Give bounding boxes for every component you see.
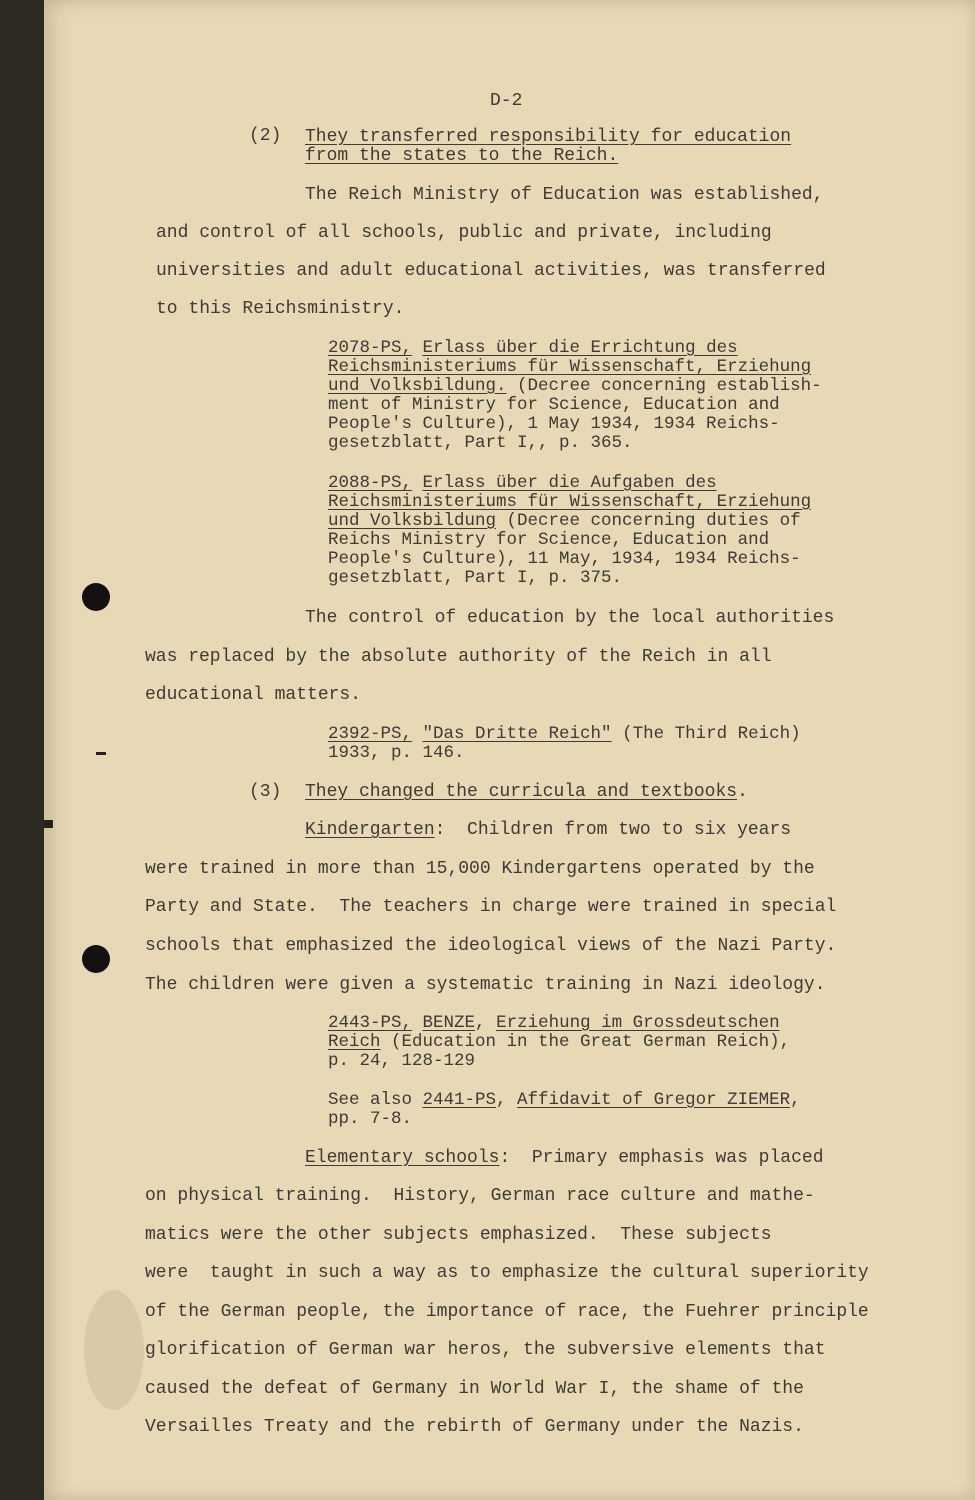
- citation-prefix: See also: [328, 1090, 423, 1110]
- citation-title: Reich: [328, 1032, 381, 1052]
- punch-hole: [82, 583, 110, 611]
- citation-line: ment of Ministry for Science, Education and: [328, 395, 780, 415]
- para1-line: and control of all schools, public and private, including: [156, 223, 772, 243]
- citation-title: Reichsministeriums für Wissenschaft, Erziehung: [328, 357, 812, 377]
- elementary-line: matics were the other subjects emphasized. These subjects: [145, 1225, 772, 1245]
- section-2-heading-line1: They transferred responsibility for education: [305, 127, 792, 147]
- elementary-line: Versailles Treaty and the rebirth of Germany under the Nazis.: [145, 1417, 804, 1437]
- citation-id: 2078-PS,: [328, 338, 413, 358]
- citation-line: gesetzblatt, Part I, p. 375.: [328, 568, 623, 588]
- citation-title: Reichsministeriums für Wissenschaft, Erziehung: [328, 492, 812, 512]
- citation-title: und Volksbildung.: [328, 376, 507, 396]
- elementary-text: : Primary emphasis was placed: [499, 1148, 824, 1168]
- section-3-heading-end: .: [737, 782, 748, 802]
- elementary-first-line: [305, 1149, 824, 1168]
- margin-mark: [44, 820, 53, 828]
- kindergarten-line: were trained in more than 15,000 Kindergartens operated by the: [145, 859, 815, 879]
- citation-id: 2088-PS,: [328, 473, 413, 493]
- section-2-number: (2): [249, 126, 282, 146]
- elementary-line: caused the defeat of Germany in World War I, the shame of the: [145, 1379, 804, 1399]
- margin-mark: [96, 752, 106, 755]
- para1-line: universities and adult educational activities, was transferred: [156, 261, 826, 281]
- citation-text: (The Third Reich): [611, 724, 801, 744]
- citation-title: "Das Dritte Reich": [422, 724, 612, 744]
- para2-line: was replaced by the absolute authority of the Reich in all: [145, 647, 772, 667]
- kindergarten-label: Kindergarten: [305, 820, 435, 840]
- para2-line: educational matters.: [145, 685, 362, 705]
- section-3-heading: [305, 783, 748, 802]
- paper-stain: [84, 1290, 144, 1410]
- para1-line: The Reich Ministry of Education was established,: [305, 185, 824, 205]
- punch-hole: [82, 945, 110, 973]
- citation-title: Affidavit of Gregor ZIEMER: [517, 1090, 791, 1110]
- citation-line: People's Culture), 11 May, 1934, 1934 Reichs-: [328, 549, 801, 569]
- citation-line: p. 24, 128-129: [328, 1051, 476, 1071]
- citation-author: BENZE: [422, 1013, 476, 1033]
- section-3-number: (3): [249, 782, 282, 802]
- citation-2088: [328, 474, 717, 493]
- citation-text: (Decree concerning establish-: [506, 376, 822, 396]
- citation-line: People's Culture), 1 May 1934, 1934 Reichs-: [328, 414, 780, 434]
- citation-title: Erlass über die Aufgaben des: [422, 473, 717, 493]
- citation-id: 2443-PS,: [328, 1013, 413, 1033]
- para1-line: to this Reichsministry.: [156, 299, 405, 319]
- citation-title: Erlass über die Errichtung des: [422, 338, 738, 358]
- kindergarten-text: : Children from two to six years: [434, 820, 792, 840]
- section-2-heading-line2: from the states to the Reich.: [305, 146, 619, 166]
- citation-line: [328, 512, 801, 531]
- citation-line: [328, 1033, 790, 1052]
- citation-line: gesetzblatt, Part I,, p. 365.: [328, 433, 633, 453]
- kindergarten-line: schools that emphasized the ideological views of the Nazi Party.: [145, 936, 837, 956]
- citation-title: und Volksbildung: [328, 511, 497, 531]
- citation-id: 2392-PS,: [328, 724, 413, 744]
- citation-line: [328, 377, 822, 396]
- citation-line: Reichs Ministry for Science, Education and: [328, 530, 770, 550]
- citation-2078: [328, 339, 738, 358]
- para2-line: The control of education by the local authorities: [305, 608, 835, 628]
- citation-2392: [328, 725, 801, 744]
- citation-2441: See also 2441-PS, Affidavit of Gregor ZIEMER,: [328, 1090, 801, 1110]
- kindergarten-first-line: [305, 821, 791, 840]
- citation-text: (Education in the Great German Reich),: [380, 1032, 791, 1052]
- kindergarten-line: Party and State. The teachers in charge were trained in special: [145, 897, 837, 917]
- elementary-label: Elementary schools: [305, 1148, 500, 1168]
- citation-line: pp. 7-8.: [328, 1109, 413, 1129]
- section-3-heading-text: They changed the curricula and textbooks: [305, 782, 738, 802]
- document-page: [44, 0, 975, 1500]
- kindergarten-line: The children were given a systematic training in Nazi ideology.: [145, 975, 826, 995]
- citation-line: 1933, p. 146.: [328, 743, 465, 763]
- page-number: D-2: [490, 91, 523, 111]
- citation-id: 2441-PS: [422, 1090, 497, 1110]
- elementary-line: of the German people, the importance of race, the Fuehrer principle: [145, 1302, 869, 1322]
- citation-title: Erziehung im Grossdeutschen: [496, 1013, 780, 1033]
- elementary-line: glorification of German war heros, the subversive elements that: [145, 1340, 826, 1360]
- citation-2443: 2443-PS, BENZE, Erziehung im Grossdeutschen: [328, 1013, 780, 1033]
- elementary-line: on physical training. History, German race culture and mathe-: [145, 1186, 815, 1206]
- citation-text: (Decree concerning duties of: [496, 511, 801, 531]
- elementary-line: were taught in such a way as to emphasize the cultural superiority: [145, 1263, 869, 1283]
